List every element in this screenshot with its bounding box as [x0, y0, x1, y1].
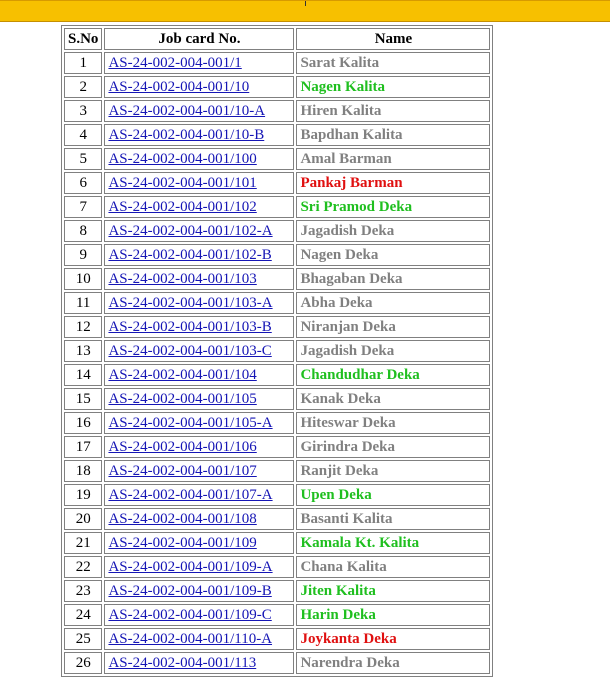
row-name: Jagadish Deka: [296, 220, 490, 242]
job-card-link[interactable]: AS-24-002-004-001/1: [108, 55, 242, 71]
row-name: Girindra Deka: [296, 436, 490, 458]
job-card-link[interactable]: AS-24-002-004-001/10-B: [108, 127, 265, 143]
table-row: [64, 124, 490, 146]
job-card-link[interactable]: AS-24-002-004-001/105: [108, 391, 257, 407]
row-name: Bapdhan Kalita: [296, 124, 490, 146]
row-sno: 17: [64, 436, 102, 458]
table-row: [64, 532, 490, 554]
row-sno: 16: [64, 412, 102, 434]
row-sno: 20: [64, 508, 102, 530]
row-sno: 9: [64, 244, 102, 266]
row-name: Jagadish Deka: [296, 340, 490, 362]
row-sno: 24: [64, 604, 102, 626]
row-sno: 12: [64, 316, 102, 338]
table-row: [64, 100, 490, 122]
row-job-card-cell: [104, 604, 294, 626]
row-name: Basanti Kalita: [296, 508, 490, 530]
row-name: Amal Barman: [296, 148, 490, 170]
job-card-link[interactable]: AS-24-002-004-001/108: [108, 511, 257, 527]
table-row: [64, 292, 490, 314]
table-row: [64, 316, 490, 338]
table-row: [64, 196, 490, 218]
job-card-link[interactable]: AS-24-002-004-001/104: [108, 367, 257, 383]
row-name: Joykanta Deka: [296, 628, 490, 650]
job-card-link[interactable]: AS-24-002-004-001/106: [108, 439, 257, 455]
table-row: [64, 268, 490, 290]
row-sno: 6: [64, 172, 102, 194]
row-job-card-cell: [104, 52, 294, 74]
job-card-link[interactable]: AS-24-002-004-001/10-A: [108, 103, 266, 119]
table-row: [64, 604, 490, 626]
job-card-link[interactable]: AS-24-002-004-001/109-A: [108, 559, 273, 575]
row-sno: 19: [64, 484, 102, 506]
header-name: Name: [296, 28, 490, 50]
table-row: [64, 460, 490, 482]
row-name: Sarat Kalita: [296, 52, 490, 74]
table-row: [64, 556, 490, 578]
row-sno: 11: [64, 292, 102, 314]
table-row: [64, 412, 490, 434]
job-card-link[interactable]: AS-24-002-004-001/100: [108, 151, 257, 167]
job-card-link[interactable]: AS-24-002-004-001/105-A: [108, 415, 273, 431]
row-name: Nagen Deka: [296, 244, 490, 266]
row-name: Ranjit Deka: [296, 460, 490, 482]
row-job-card-cell: [104, 388, 294, 410]
table-row: [64, 220, 490, 242]
row-job-card-cell: [104, 76, 294, 98]
row-job-card-cell: [104, 484, 294, 506]
job-card-link[interactable]: AS-24-002-004-001/109-C: [108, 607, 272, 623]
row-job-card-cell: [104, 196, 294, 218]
row-job-card-cell: [104, 580, 294, 602]
row-sno: 21: [64, 532, 102, 554]
row-sno: 26: [64, 652, 102, 674]
row-name: Pankaj Barman: [296, 172, 490, 194]
job-card-link[interactable]: AS-24-002-004-001/113: [108, 655, 257, 671]
row-name: Nagen Kalita: [296, 76, 490, 98]
job-card-link[interactable]: AS-24-002-004-001/103-B: [108, 319, 272, 335]
job-card-link[interactable]: AS-24-002-004-001/110-A: [108, 631, 273, 647]
row-sno: 1: [64, 52, 102, 74]
job-card-link[interactable]: AS-24-002-004-001/102-A: [108, 223, 273, 239]
table-row: [64, 52, 490, 74]
table-header-row: [64, 28, 490, 50]
job-card-link[interactable]: AS-24-002-004-001/109: [108, 535, 257, 551]
row-job-card-cell: [104, 364, 294, 386]
row-job-card-cell: [104, 508, 294, 530]
row-sno: 8: [64, 220, 102, 242]
row-job-card-cell: [104, 412, 294, 434]
row-job-card-cell: [104, 628, 294, 650]
row-sno: 25: [64, 628, 102, 650]
row-sno: 18: [64, 460, 102, 482]
row-job-card-cell: [104, 100, 294, 122]
row-name: Upen Deka: [296, 484, 490, 506]
job-card-table: [61, 25, 493, 677]
row-job-card-cell: [104, 172, 294, 194]
row-job-card-cell: [104, 556, 294, 578]
job-card-link[interactable]: AS-24-002-004-001/10: [108, 79, 250, 95]
table-row: [64, 628, 490, 650]
row-sno: 22: [64, 556, 102, 578]
row-sno: 10: [64, 268, 102, 290]
table-row: [64, 580, 490, 602]
row-sno: 14: [64, 364, 102, 386]
table-body: [64, 52, 490, 674]
table-row: [64, 436, 490, 458]
row-job-card-cell: [104, 652, 294, 674]
row-job-card-cell: [104, 268, 294, 290]
row-sno: 15: [64, 388, 102, 410]
job-card-link[interactable]: AS-24-002-004-001/107: [108, 463, 257, 479]
row-name: Hiren Kalita: [296, 100, 490, 122]
job-card-link[interactable]: AS-24-002-004-001/107-A: [108, 487, 273, 503]
row-job-card-cell: [104, 244, 294, 266]
row-sno: 7: [64, 196, 102, 218]
table-row: [64, 484, 490, 506]
row-sno: 4: [64, 124, 102, 146]
job-card-link[interactable]: AS-24-002-004-001/101: [108, 175, 257, 191]
row-name: Niranjan Deka: [296, 316, 490, 338]
row-job-card-cell: [104, 124, 294, 146]
table-row: [64, 508, 490, 530]
job-card-link[interactable]: AS-24-002-004-001/102: [108, 199, 257, 215]
table-row: [64, 148, 490, 170]
job-card-link[interactable]: AS-24-002-004-001/103-A: [108, 295, 273, 311]
row-name: Sri Pramod Deka: [296, 196, 490, 218]
row-job-card-cell: [104, 532, 294, 554]
row-name: Jiten Kalita: [296, 580, 490, 602]
row-name: Hiteswar Deka: [296, 412, 490, 434]
header-sno: S.No: [64, 28, 102, 50]
row-job-card-cell: [104, 292, 294, 314]
table-row: [64, 244, 490, 266]
row-job-card-cell: [104, 220, 294, 242]
header-job-card: Job card No.: [104, 28, 294, 50]
row-name: Harin Deka: [296, 604, 490, 626]
job-card-link[interactable]: AS-24-002-004-001/109-B: [108, 583, 272, 599]
row-job-card-cell: [104, 460, 294, 482]
row-job-card-cell: [104, 316, 294, 338]
row-sno: 13: [64, 340, 102, 362]
table-row: [64, 364, 490, 386]
table-row: [64, 388, 490, 410]
row-name: Bhagaban Deka: [296, 268, 490, 290]
row-job-card-cell: [104, 148, 294, 170]
table-row: [64, 76, 490, 98]
row-sno: 2: [64, 76, 102, 98]
table-row: [64, 652, 490, 674]
row-job-card-cell: [104, 340, 294, 362]
row-name: Narendra Deka: [296, 652, 490, 674]
row-sno: 23: [64, 580, 102, 602]
top-banner: [0, 0, 610, 22]
row-name: Kamala Kt. Kalita: [296, 532, 490, 554]
job-card-link[interactable]: AS-24-002-004-001/102-B: [108, 247, 272, 263]
table-row: [64, 340, 490, 362]
row-sno: 3: [64, 100, 102, 122]
job-card-link[interactable]: AS-24-002-004-001/103-C: [108, 343, 272, 359]
row-name: Chandudhar Deka: [296, 364, 490, 386]
banner-tick: [305, 1, 306, 6]
row-name: Abha Deka: [296, 292, 490, 314]
row-job-card-cell: [104, 436, 294, 458]
job-card-link[interactable]: AS-24-002-004-001/103: [108, 271, 257, 287]
row-name: Chana Kalita: [296, 556, 490, 578]
row-sno: 5: [64, 148, 102, 170]
row-name: Kanak Deka: [296, 388, 490, 410]
table-row: [64, 172, 490, 194]
